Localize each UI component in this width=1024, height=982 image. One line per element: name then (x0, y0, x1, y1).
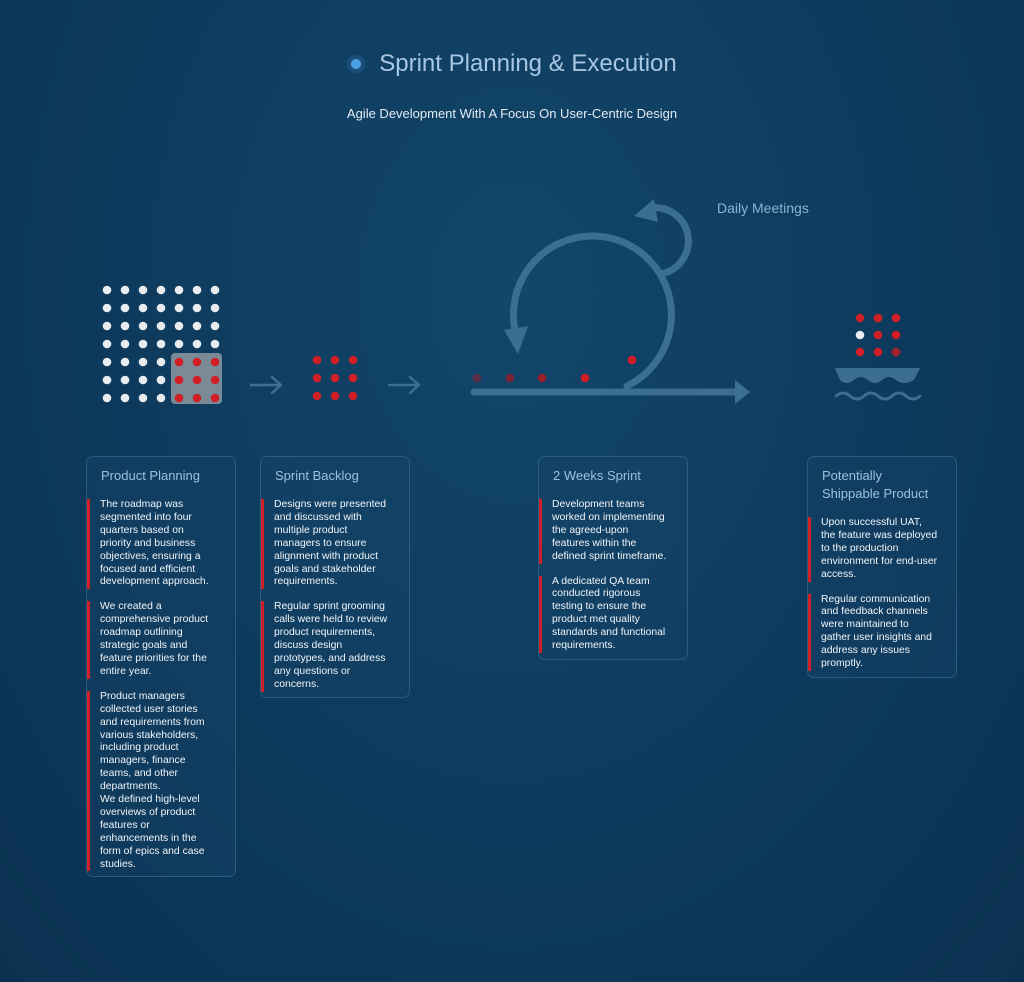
dot (211, 286, 220, 295)
page-title-text: Sprint Planning & Execution (379, 50, 677, 77)
dot (874, 314, 883, 323)
dot (157, 322, 166, 331)
dot (157, 286, 166, 295)
dot (103, 340, 112, 349)
dot (157, 358, 166, 367)
dot (157, 340, 166, 349)
dot (538, 374, 547, 383)
dot (103, 376, 112, 385)
dot (121, 340, 130, 349)
card-item: We created a comprehensive product roadmap outlining strategic goals and feature priorities for the entire year. (87, 601, 225, 678)
dot (331, 374, 340, 383)
shippable-product-dot-grid (856, 314, 901, 357)
page-subtitle: Agile Development With A Focus On User-Centric Design (346, 106, 678, 121)
dot (874, 348, 883, 357)
dot (211, 394, 220, 403)
dot (193, 322, 202, 331)
dot (139, 304, 148, 313)
dot (193, 340, 202, 349)
card-potentially-shippable-product (807, 456, 957, 678)
dot (175, 286, 184, 295)
dot (175, 394, 184, 403)
dot (193, 304, 202, 313)
card-title: Potentially Shippable Product (822, 468, 929, 501)
arrow-right-icon (251, 377, 281, 393)
sprint-flow-diagram (0, 0, 1024, 460)
dot (856, 348, 865, 357)
dot (139, 286, 148, 295)
dot (139, 340, 148, 349)
dot (103, 394, 112, 403)
dot (193, 286, 202, 295)
dot (211, 340, 220, 349)
boat-icon (835, 368, 920, 399)
dot (628, 356, 637, 365)
dot (175, 358, 184, 367)
card-item: Regular communication and feedback channels were maintained to gather user insights and address any issues promptly. (808, 594, 946, 671)
dot (139, 322, 148, 331)
dot (313, 356, 322, 365)
timeline-arrowhead (735, 380, 750, 404)
card-item: A dedicated QA team conducted rigorous testing to ensure the product met quality standards and functional requirements. (539, 576, 677, 653)
dot (175, 340, 184, 349)
dot (157, 394, 166, 403)
dot (856, 314, 865, 323)
dot (892, 314, 901, 323)
dot (175, 376, 184, 385)
dot (121, 358, 130, 367)
card-item: Regular sprint grooming calls were held to review product requirements, discuss design prototypes, and address any questions or concerns. (261, 601, 399, 691)
dot (211, 304, 220, 313)
dot (211, 358, 220, 367)
dot (121, 322, 130, 331)
dot (139, 394, 148, 403)
sprint-loop-arrowhead (504, 326, 528, 354)
dot (473, 374, 482, 383)
dot (313, 392, 322, 401)
dot (175, 304, 184, 313)
card-item: Product managers collected user stories and requirements from various stakeholders, including product managers, finance teams, and other departments. We defined high-level overviews of product features or enhancements in the form of epics and case studies. (87, 691, 225, 872)
dot (193, 376, 202, 385)
dot (139, 358, 148, 367)
dot (103, 286, 112, 295)
card-title: 2 Weeks Sprint (553, 468, 641, 483)
dot (506, 374, 515, 383)
dot (103, 322, 112, 331)
sprint-cycle-icon (474, 199, 750, 404)
dot (211, 322, 220, 331)
dot (856, 331, 865, 340)
card-2-weeks-sprint (538, 456, 688, 660)
card-item: Upon successful UAT, the feature was deployed to the production environment for end-user access. (808, 517, 946, 582)
sprint-loop (513, 236, 671, 386)
card-title: Sprint Backlog (275, 468, 359, 483)
dot (193, 394, 202, 403)
card-item: Designs were presented and discussed with multiple product managers to ensure alignment with product goals and stakeholder requirements. (261, 499, 399, 589)
dot (892, 331, 901, 340)
card-title: Product Planning (101, 468, 201, 483)
dot (139, 376, 148, 385)
dot (175, 322, 184, 331)
dot (349, 356, 358, 365)
dot (211, 376, 220, 385)
dot (121, 304, 130, 313)
dot (103, 358, 112, 367)
card-item: The roadmap was segmented into four quarters based on priority and business objectives, ensuring a focused and efficient development approach. (87, 499, 225, 589)
dot (157, 304, 166, 313)
sprint-backlog-dot-grid (313, 356, 358, 401)
dot (313, 374, 322, 383)
dot (581, 374, 590, 383)
card-product-planning (86, 456, 236, 877)
arrow-right-icon (389, 377, 419, 393)
sprint-progress-dots (473, 356, 637, 383)
daily-meetings-label: Daily Meetings (717, 200, 809, 216)
dot (121, 376, 130, 385)
card-sprint-backlog (260, 456, 410, 698)
daily-loop-arrowhead (634, 199, 658, 222)
dot (349, 374, 358, 383)
dot (157, 376, 166, 385)
card-item: Development teams worked on implementing the agreed-upon features within the defined sprint timeframe. (539, 499, 677, 564)
dot (103, 304, 112, 313)
dot (331, 392, 340, 401)
dot (193, 358, 202, 367)
dot (892, 348, 901, 357)
dot (349, 392, 358, 401)
dot (121, 394, 130, 403)
dot (331, 356, 340, 365)
dot (874, 331, 883, 340)
dot (121, 286, 130, 295)
